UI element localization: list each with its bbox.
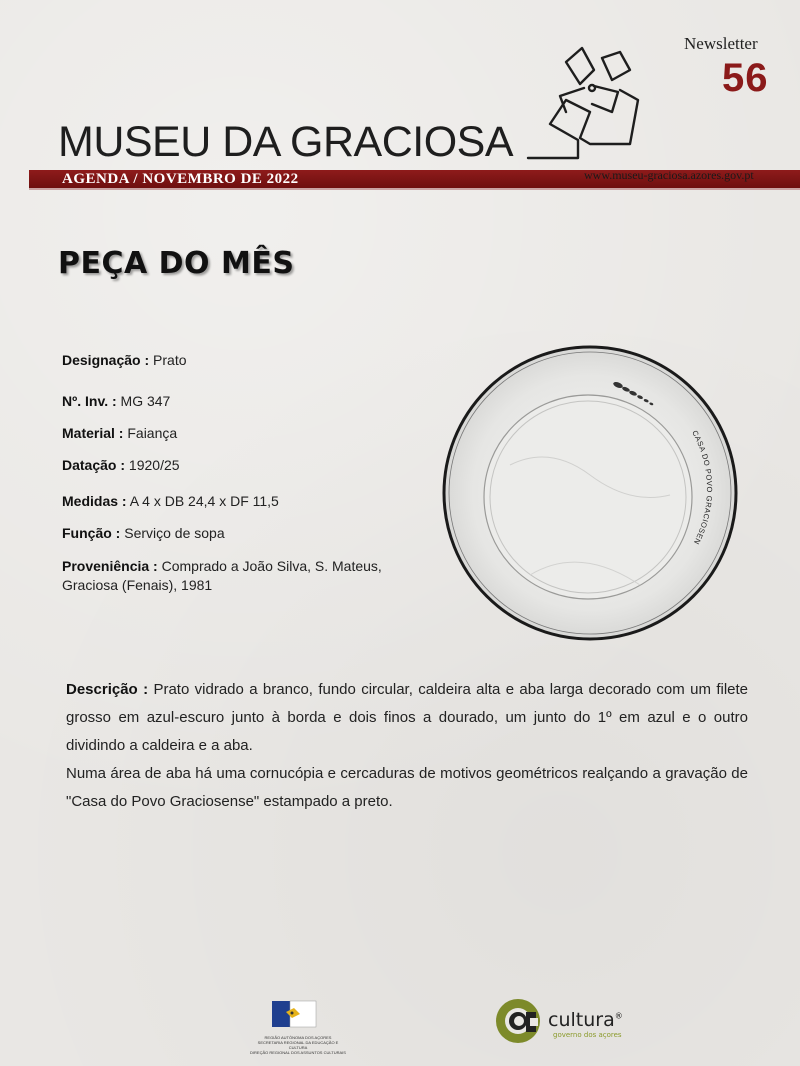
field-label: Datação : <box>62 457 126 473</box>
description <box>66 676 748 816</box>
azores-government-logo <box>248 1000 348 1055</box>
museum-title: MUSEU DA GRACIOSA <box>58 118 514 166</box>
newsletter-label: Newsletter <box>684 34 758 53</box>
header-bar-underline <box>29 188 800 190</box>
field-value-line2: Graciosa (Fenais), 1981 <box>62 577 213 593</box>
plate-image <box>440 345 740 645</box>
field-material <box>62 424 177 443</box>
field-inventario <box>62 392 170 411</box>
agenda-label: AGENDA / NOVEMBRO DE 2022 <box>62 171 299 187</box>
newsletter-number: 56 <box>722 56 769 100</box>
description-paragraph-1: Prato vidrado a branco, fundo circular, caldeira alta e aba larga decorado com um filete grosso em azul-escuro junto à borda e dois finos a dourado, um junto do 1º em azul e o outro dividindo a caldeira e a aba. <box>66 681 749 754</box>
registered-mark: ® <box>614 1011 623 1021</box>
field-label: Função : <box>62 525 121 541</box>
field-value: Prato <box>149 352 187 368</box>
website-link[interactable]: www.museu-graciosa.azores.gov.pt <box>584 168 754 182</box>
field-value: Faiança <box>123 425 178 441</box>
windmill-logo-icon <box>520 40 650 165</box>
gov-text-3: DIREÇÃO REGIONAL DOS ASSUNTOS CULTURAIS <box>250 1050 346 1055</box>
field-label: Material : <box>62 425 124 441</box>
description-label: Descrição : <box>66 681 149 698</box>
field-label: Proveniência : <box>62 558 158 574</box>
gov-text-2: SECRETARIA REGIONAL DA EDUCAÇÃO E CULTURA <box>257 1040 339 1050</box>
field-label: Designação : <box>62 352 150 368</box>
cultura-wordmark: cultura® <box>548 1009 623 1031</box>
field-value: A 4 x DB 24,4 x DF 11,5 <box>126 493 279 509</box>
cultura-subtitle: governo dos açores <box>553 1031 622 1039</box>
field-value: Comprado a João Silva, S. Mateus, <box>157 558 382 574</box>
field-label: Medidas : <box>62 493 127 509</box>
field-medidas <box>62 492 279 511</box>
field-value: 1920/25 <box>125 457 180 473</box>
field-funcao <box>62 524 225 543</box>
field-designacao <box>62 351 187 370</box>
plate-inscription: CASA DO POVO GRACIOSENSE <box>690 428 715 547</box>
field-value: Serviço de sopa <box>120 525 225 541</box>
field-datacao <box>62 456 180 475</box>
cultura-logo-icon <box>492 996 552 1046</box>
section-title: PEÇA DO MÊS <box>58 246 295 281</box>
field-value: MG 347 <box>116 393 171 409</box>
field-proveniencia <box>62 557 382 595</box>
field-label: Nº. Inv. : <box>62 393 117 409</box>
azores-flag-icon <box>248 1000 348 1030</box>
description-paragraph-2: Numa área de aba há uma cornucópia e cercaduras de motivos geométricos realçando a gravação de "Casa do Povo Graciosense" estampado a preto. <box>66 765 748 810</box>
gov-text-1: REGIÃO AUTÓNOMA DOS AÇORES <box>264 1035 332 1040</box>
